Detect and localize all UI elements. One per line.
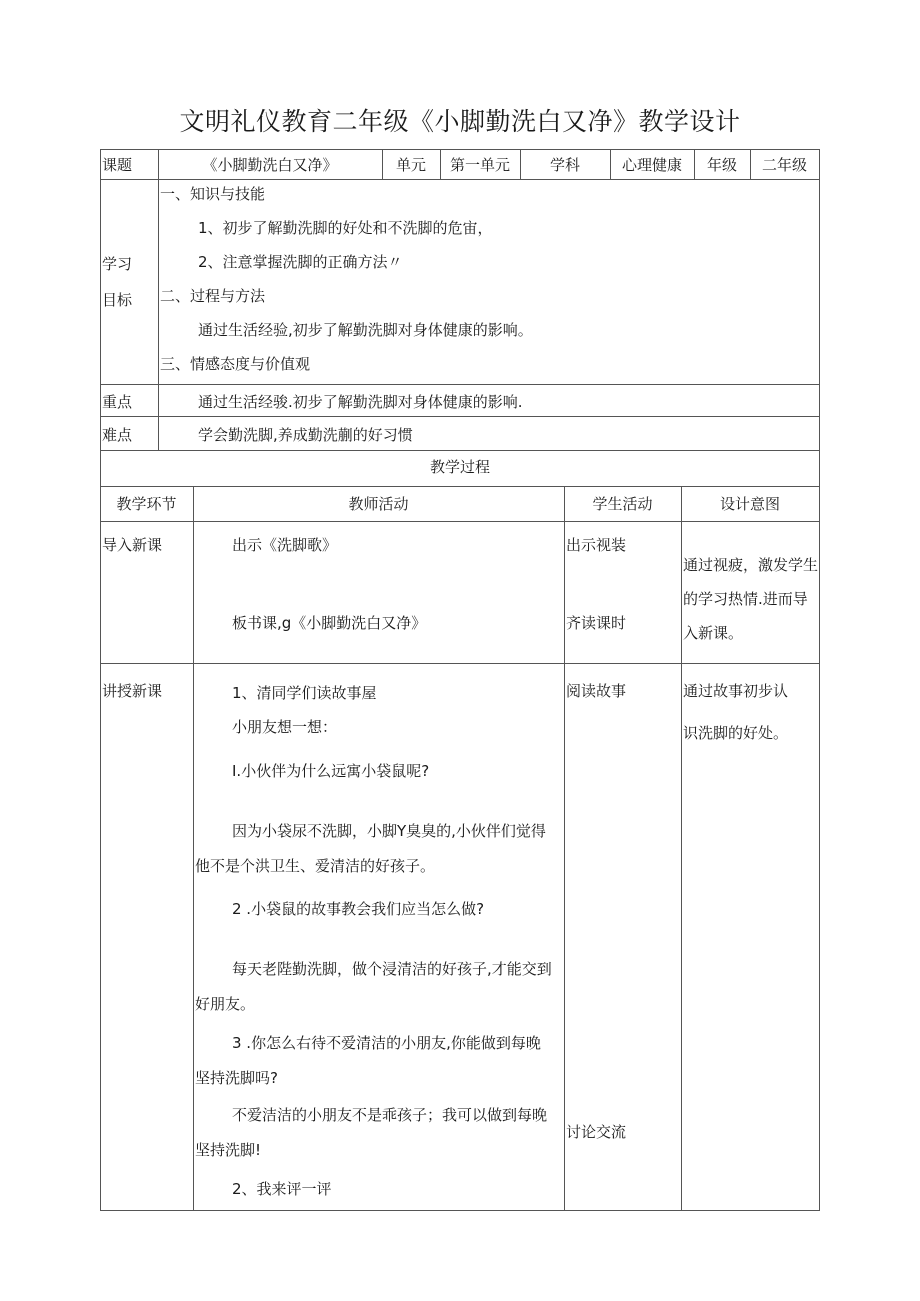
student-activity: 齐读课时 <box>566 614 627 632</box>
objective-section-2: 二、过程与方法 <box>160 287 266 305</box>
unit-value: 第一单元 <box>449 156 510 174</box>
student-activity: 出示视装 <box>566 536 627 554</box>
key-point-label: 重点 <box>102 393 133 411</box>
design-intent: 的学习热情.进而导 <box>683 590 808 608</box>
design-intent: 通过故事初步认 <box>683 682 789 700</box>
objectives-label-1: 学习 <box>102 255 133 273</box>
lesson-label: 课题 <box>102 156 133 174</box>
difficulty-text: 学会勤洗脚,养成勤洗蒯的好习惯 <box>198 426 413 444</box>
difficulty-label: 难点 <box>102 426 133 444</box>
subject-value: 心理健康 <box>621 156 682 174</box>
objective-item: 1、初步了解勤洗脚的好处和不洗脚的危宙， <box>198 219 493 237</box>
teacher-activity: 小朋友想一想： <box>232 718 338 736</box>
key-point-text: 通过生活经骏.初步了解勤洗脚对身体健康的影响. <box>198 393 523 411</box>
design-intent: 识洗脚的好处。 <box>683 724 789 742</box>
objective-item: 2、注意掌握洗脚的正确方法〃 <box>198 253 403 271</box>
teacher-activity: 2、我来评一评 <box>232 1180 332 1198</box>
grade-value: 二年级 <box>761 156 807 174</box>
document-title: 文明礼仪教育二年级《小脚勤洗白又净》教学设计 <box>179 107 741 136</box>
objective-section-1: 一、知识与技能 <box>160 185 266 203</box>
column-header-intent: 设计意图 <box>719 495 780 513</box>
objectives-label-2: 目标 <box>102 291 133 309</box>
design-intent: 入新课。 <box>683 624 744 642</box>
teacher-activity: 好朋友。 <box>195 995 256 1013</box>
lesson-value: 《小脚勤洗白又净》 <box>202 156 338 174</box>
teacher-activity: 出示《洗脚歌》 <box>232 536 338 554</box>
column-header-student: 学生活动 <box>592 495 653 513</box>
design-intent: 通过视疲，激发学生 <box>683 556 819 574</box>
teacher-activity: 不爱洁洁的小朋友不是乖孩子；我可以做到每晚 <box>232 1106 548 1124</box>
objective-section-3: 三、情感态度与价值观 <box>160 355 311 373</box>
teacher-activity: 每天老陛勤洗脚，做个浸清洁的好孩子,才能交到 <box>232 960 552 978</box>
objective-item: 通过生活经验,初步了解勤洗脚对身体健康的影响。 <box>198 321 533 339</box>
teacher-activity: 1、清同学们读故事屋 <box>232 684 377 702</box>
teacher-activity: 坚持洗脚吗? <box>195 1069 278 1087</box>
unit-label: 单元 <box>395 156 426 174</box>
teacher-activity: 2 .小袋鼠的故事教会我们应当怎么做? <box>232 900 485 918</box>
column-header-stage: 教学环节 <box>116 495 177 513</box>
process-heading: 教学过程 <box>429 458 490 476</box>
teacher-activity: I.小伙伴为什么远寓小袋鼠呢? <box>232 762 430 780</box>
column-header-teacher: 教师活动 <box>348 495 409 513</box>
grade-label: 年级 <box>706 156 737 174</box>
teacher-activity: 坚持洗脚! <box>195 1141 262 1159</box>
teacher-activity: 他不是个洪卫生、爱清洁的好孩子。 <box>195 857 436 875</box>
student-activity: 阅读故事 <box>566 682 627 700</box>
subject-label: 学科 <box>549 156 580 174</box>
stage-intro: 导入新课 <box>102 536 163 554</box>
teacher-activity: 板书课,g《小脚勤洗白又净》 <box>232 614 427 632</box>
stage-teach: 讲授新课 <box>102 682 163 700</box>
teacher-activity: 因为小袋尿不洗脚，小脚Y臭臭的,小伙伴们觉得 <box>232 822 546 840</box>
teacher-activity: 3 .你怎么右待不爱清洁的小朋友,你能做到每晚 <box>232 1034 541 1052</box>
student-activity: 讨论交流 <box>566 1123 627 1141</box>
